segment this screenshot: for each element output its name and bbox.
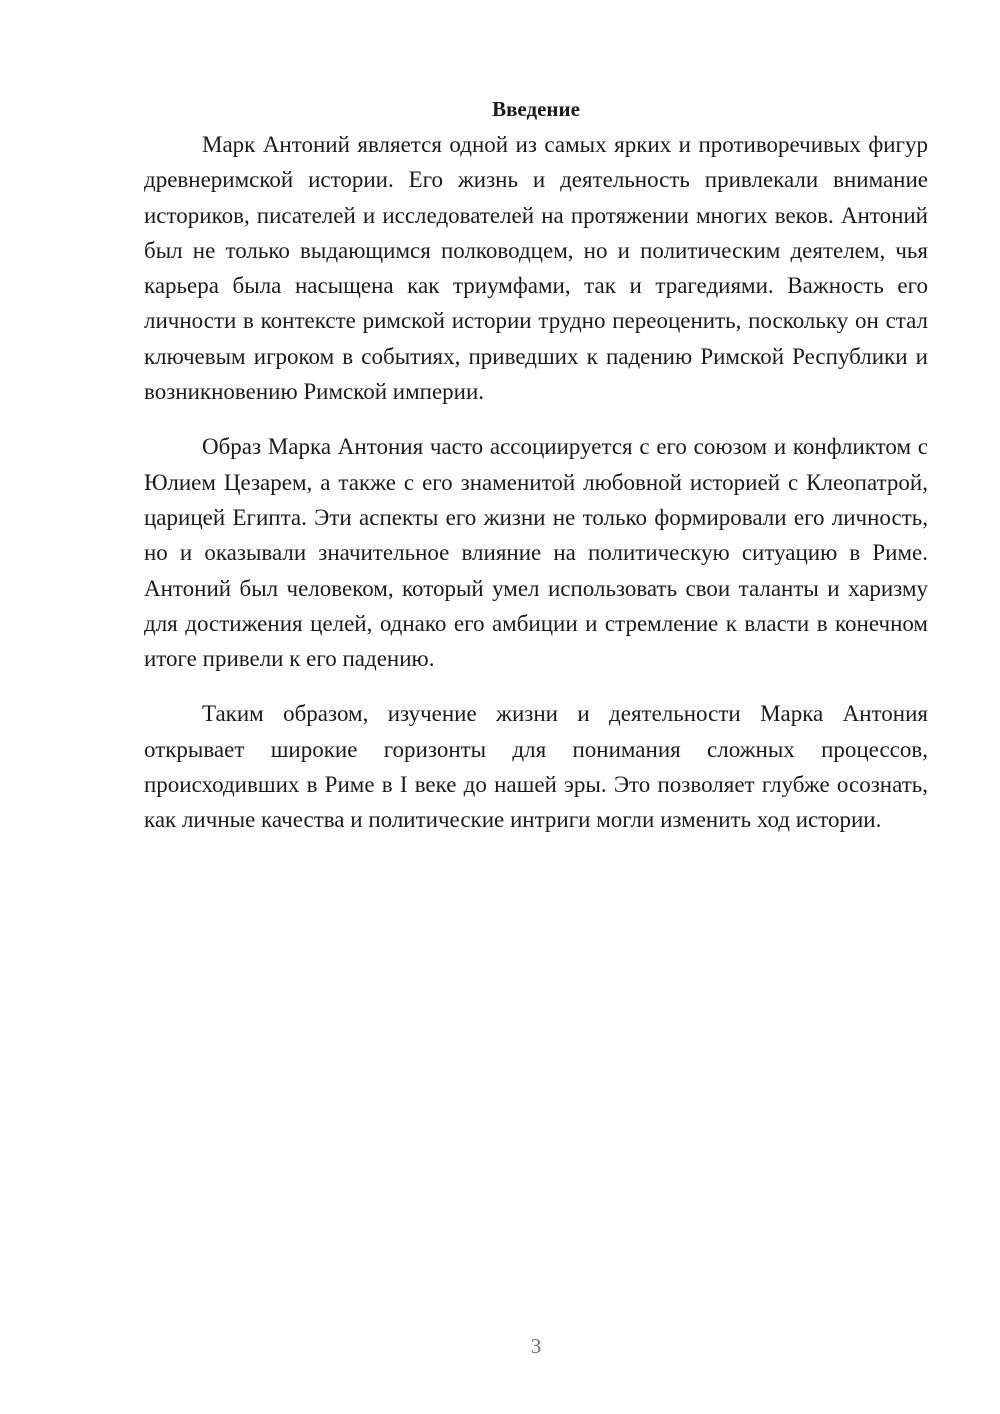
- page-number: 3: [530, 1334, 542, 1358]
- page-content: [144, 92, 928, 838]
- section-heading: Введение: [492, 97, 580, 121]
- paragraph-2: Образ Марка Антония часто ассоциируется с его союзом и конфликтом с Юлием Цезарем, а также с его знаменитой любовной историей с Клеопатрой, царицей Египта. Эти аспекты его жизни не только формировали его личность, но и оказывали значительное влияние на политическую ситуацию в Риме. Антоний был человеком, который умел использовать свои таланты и харизму для достижения целей, однако его амбиции и стремление к власти в конечном итоге привели к его падению.: [144, 434, 928, 672]
- paragraph-1: Марк Антоний является одной из самых ярких и противоречивых фигур древнеримской истории. Его жизнь и деятельность привлекали внимание историков, писателей и исследователей на протяжении многих веков. Антоний был не только выдающимся полководцем, но и политическим деятелем, чья карьера была насыщена как триумфами, так и трагедиями. Важность его личности в контексте римской истории трудно переоценить, поскольку он стал ключевым игроком в событиях, приведших к падению Римской Республики и возникновению Римской империи.: [144, 132, 928, 405]
- paragraph-3: Таким образом, изучение жизни и деятельности Марка Антония открывает широкие горизонты для понимания сложных процессов, происходивших в Риме в I веке до нашей эры. Это позволяет глубже осознать, как личные качества и политические интриги могли изменить ход истории.: [144, 701, 928, 833]
